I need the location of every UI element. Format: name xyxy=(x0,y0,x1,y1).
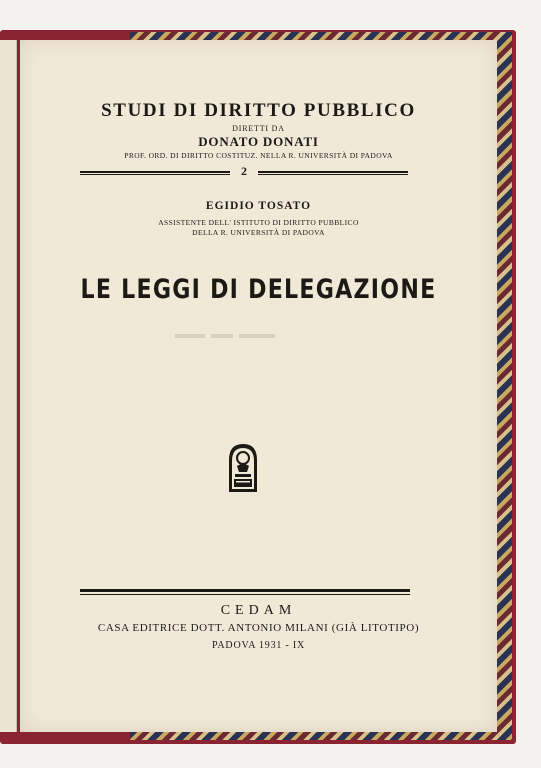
bottom-divider xyxy=(80,589,410,595)
author-name: EGIDIO TOSATO xyxy=(205,200,312,212)
series-editor-role: PROF. ORD. DI DIRITTO COSTITUZ. NELLA R. UNIVERSITÀ DI PADOVA xyxy=(124,151,393,160)
title-page xyxy=(20,40,497,732)
volume-divider xyxy=(80,166,408,180)
book-title: LE LEGGI DI DELEGAZIONE xyxy=(80,274,437,305)
facing-page-edge xyxy=(0,40,17,732)
series-title: STUDI DI DIRITTO PUBBLICO xyxy=(101,100,416,121)
volume-number: 2 xyxy=(241,164,247,178)
faded-stamp xyxy=(175,327,305,345)
series-editor: DONATO DONATI xyxy=(198,134,319,149)
imprint-place-date: PADOVA 1931 - IX xyxy=(211,640,306,651)
publisher-full-name: CASA EDITRICE DOTT. ANTONIO MILANI (GIÀ LITOTIPO) xyxy=(97,622,420,634)
publisher-emblem-icon xyxy=(225,442,261,494)
divider-left xyxy=(80,171,230,175)
publisher-short-name: CEDAM xyxy=(220,603,297,618)
author-role-line-2: DELLA R. UNIVERSITÀ DI PADOVA xyxy=(192,228,325,237)
series-directed-by: DIRETTI DA xyxy=(232,124,285,133)
author-role-line-1: ASSISTENTE DELL' ISTITUTO DI DIRITTO PUBBLICO xyxy=(158,218,359,227)
divider-right xyxy=(258,171,408,175)
